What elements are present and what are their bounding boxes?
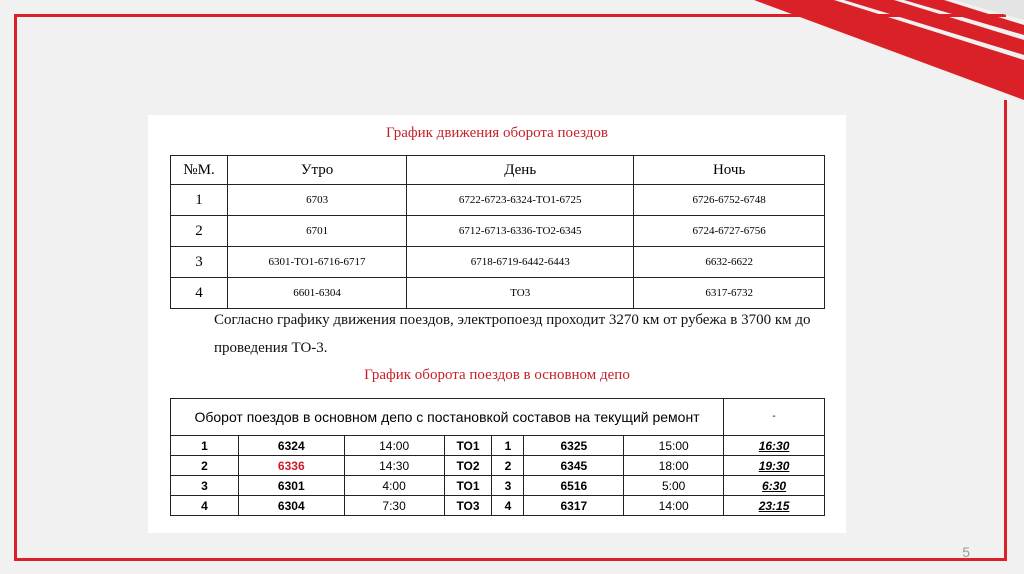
table-cell: 23:15: [724, 496, 825, 516]
train-schedule-table: [170, 155, 825, 309]
table-cell: 1: [171, 185, 228, 216]
table-cell: 6722-6723-6324-ТО1-6725: [407, 185, 634, 216]
document-sheet: [148, 115, 846, 533]
table-cell: 6726-6752-6748: [634, 185, 825, 216]
table-cell: ТО1: [444, 436, 492, 456]
table-cell: 6301-ТО1-6716-6717: [228, 247, 407, 278]
table-cell: 3: [171, 476, 239, 496]
header-cell: Ночь: [634, 156, 825, 185]
table-header-row: [171, 156, 825, 185]
header-cell: Оборот поездов в основном депо с постановкой составов на текущий ремонт: [171, 399, 724, 436]
table-cell: ТО1: [444, 476, 492, 496]
table-cell: 6325: [524, 436, 624, 456]
table-row: [171, 496, 825, 516]
table-cell: 6304: [238, 496, 344, 516]
table-cell: 6317-6732: [634, 278, 825, 309]
slide-frame-right: [1004, 100, 1007, 561]
description-paragraph: Согласно графику движения поездов, электропоезд проходит 3270 км от рубежа в 3700 км до проведения ТО-3.: [214, 312, 811, 356]
table-cell: 6317: [524, 496, 624, 516]
table-cell: 2: [171, 216, 228, 247]
table-row: [171, 456, 825, 476]
table-cell: 6324: [238, 436, 344, 456]
table-row: [171, 247, 825, 278]
table-header-row: [171, 399, 825, 436]
table-cell: 4: [171, 278, 228, 309]
table-cell: 6516: [524, 476, 624, 496]
table-cell: 4: [492, 496, 524, 516]
table-cell: 16:30: [724, 436, 825, 456]
header-cell: -: [724, 399, 825, 436]
header-cell: №М.: [171, 156, 228, 185]
table-cell: 6712-6713-6336-ТО2-6345: [407, 216, 634, 247]
table-cell: 18:00: [624, 456, 724, 476]
table-cell: 7:30: [344, 496, 444, 516]
table-cell: 6601-6304: [228, 278, 407, 309]
table-cell: 5:00: [624, 476, 724, 496]
table-cell: 3: [492, 476, 524, 496]
table-cell: 4: [171, 496, 239, 516]
table-cell: 6301: [238, 476, 344, 496]
header-cell: День: [407, 156, 634, 185]
table-cell: 15:00: [624, 436, 724, 456]
table-cell: 6345: [524, 456, 624, 476]
table-cell: ТО3: [444, 496, 492, 516]
table2-title: График оборота поездов в основном депо: [364, 367, 630, 383]
table-cell: 14:00: [624, 496, 724, 516]
table-cell: 1: [171, 436, 239, 456]
table-cell: 2: [492, 456, 524, 476]
depot-rotation-table: [170, 398, 825, 516]
table-cell: 6724-6727-6756: [634, 216, 825, 247]
table-row: [171, 436, 825, 456]
table-cell: 14:30: [344, 456, 444, 476]
table-cell: ТО3: [407, 278, 634, 309]
table-cell: 3: [171, 247, 228, 278]
table-cell: 6:30: [724, 476, 825, 496]
page-number: 5: [962, 544, 970, 560]
table-cell: 6703: [228, 185, 407, 216]
table-cell: ТО2: [444, 456, 492, 476]
table-cell: 1: [492, 436, 524, 456]
table-cell: 6336: [238, 456, 344, 476]
table-cell: 6718-6719-6442-6443: [407, 247, 634, 278]
table-row: [171, 185, 825, 216]
table-cell: 4:00: [344, 476, 444, 496]
table-cell: 19:30: [724, 456, 825, 476]
table-cell: 2: [171, 456, 239, 476]
table-cell: 6632-6622: [634, 247, 825, 278]
table1-title: График движения оборота поездов: [386, 125, 608, 141]
header-cell: Утро: [228, 156, 407, 185]
corner-decoration: [744, 0, 1024, 100]
table-cell: 6701: [228, 216, 407, 247]
table-row: [171, 278, 825, 309]
table-cell: 14:00: [344, 436, 444, 456]
table-row: [171, 476, 825, 496]
table-row: [171, 216, 825, 247]
